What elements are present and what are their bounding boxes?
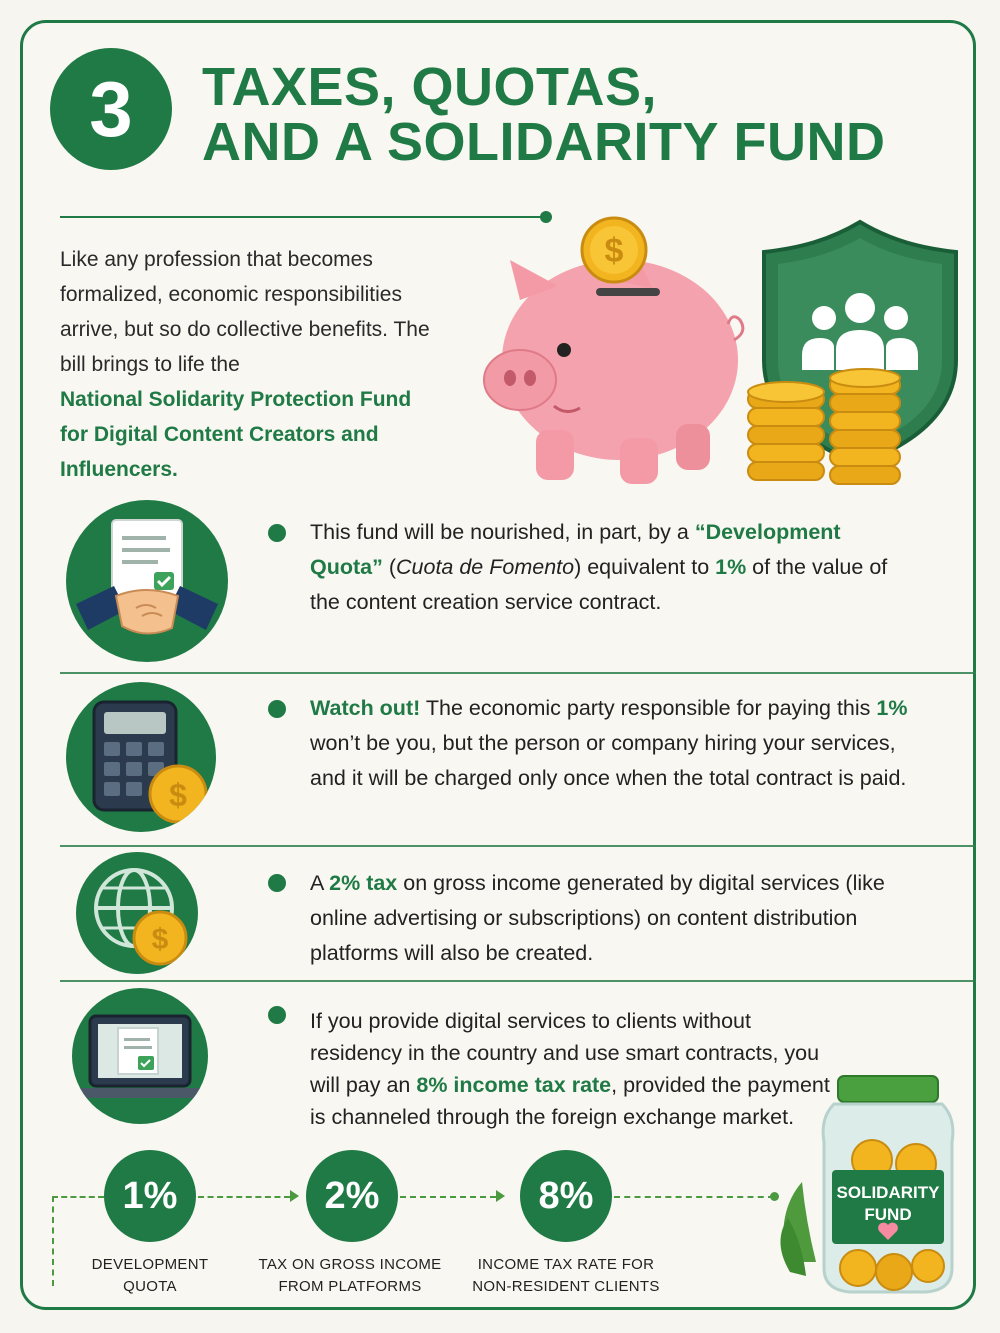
piggy-bank-shield-illustration [480, 210, 960, 500]
bullet-dot [268, 874, 286, 892]
intro-paragraph [60, 242, 440, 487]
connector-line [198, 1196, 290, 1198]
svg-text:$: $ [151, 923, 169, 956]
jar-label-line-2: FUND [864, 1205, 912, 1224]
svg-text:$: $ [169, 777, 187, 813]
contract-handshake-icon [66, 500, 228, 662]
globe-coin-icon [76, 852, 198, 974]
section-divider [60, 845, 976, 847]
calculator-coin-icon [66, 682, 216, 832]
section-number-badge [50, 48, 172, 170]
bullet-dot [268, 524, 286, 542]
laptop-contract-icon [72, 988, 208, 1124]
stat-circle-development-quota: 1% [104, 1150, 196, 1242]
stat-label: TAX ON GROSS INCOME FROM PLATFORMS [258, 1256, 442, 1295]
item-text: This fund will be nourished, in part, by a “Development Quota” (Cuota de Fomento) equivalent to 1% of the value of the content creation service contract. [310, 520, 888, 614]
list-item-platform-tax [60, 852, 976, 977]
stat-label: DEVELOPMENT QUOTA [91, 1256, 209, 1295]
solidarity-fund-jar-icon [776, 1072, 966, 1304]
item-text: Watch out! The economic party responsible for paying this 1% won’t be you, but the person or company hiring your services, and it will be charged only once when the total contract is paid. [310, 696, 908, 790]
connector-line [400, 1196, 496, 1198]
section-divider [60, 672, 976, 674]
title-divider [60, 216, 546, 218]
stat-circle-platform-tax: 2% [306, 1150, 398, 1242]
connector-line [52, 1196, 104, 1198]
title-line-1: TAXES, QUOTAS, [202, 57, 658, 117]
section-divider [60, 980, 976, 982]
connector-line [614, 1196, 774, 1198]
list-item-development-quota [60, 500, 976, 670]
falling-coin-icon [582, 218, 646, 282]
page-title [202, 57, 886, 173]
list-item-payer-notice [60, 680, 976, 840]
arrow-icon [290, 1190, 299, 1202]
svg-text:$: $ [604, 232, 624, 270]
arrow-icon [496, 1190, 505, 1202]
bullet-dot [268, 700, 286, 718]
intro-fund-name: National Solidarity Protection Fund for Digital Content Creators and Influencers. [60, 388, 412, 481]
section-number: 3 [89, 64, 133, 153]
bullet-dot [268, 1006, 286, 1024]
stat-label: INCOME TAX RATE FOR NON-RESIDENT CLIENTS [472, 1256, 660, 1295]
item-text: A 2% tax on gross income generated by digital services (like online advertising or subscriptions) on content distribution platforms will also be created. [310, 871, 885, 965]
intro-text: Like any profession that becomes formalized, economic responsibilities arrive, but so do collective benefits. The bill brings to life the [60, 248, 430, 376]
item-text: If you provide digital services to clients without residency in the country and use smart contracts, you will pay an 8% income tax rate, provided the payment is channeled through the foreign exchange market. [310, 1009, 830, 1129]
jar-label-line-1: SOLIDARITY [836, 1183, 940, 1202]
stat-circle-income-tax: 8% [520, 1150, 612, 1242]
title-line-2: AND A SOLIDARITY FUND [202, 112, 886, 173]
